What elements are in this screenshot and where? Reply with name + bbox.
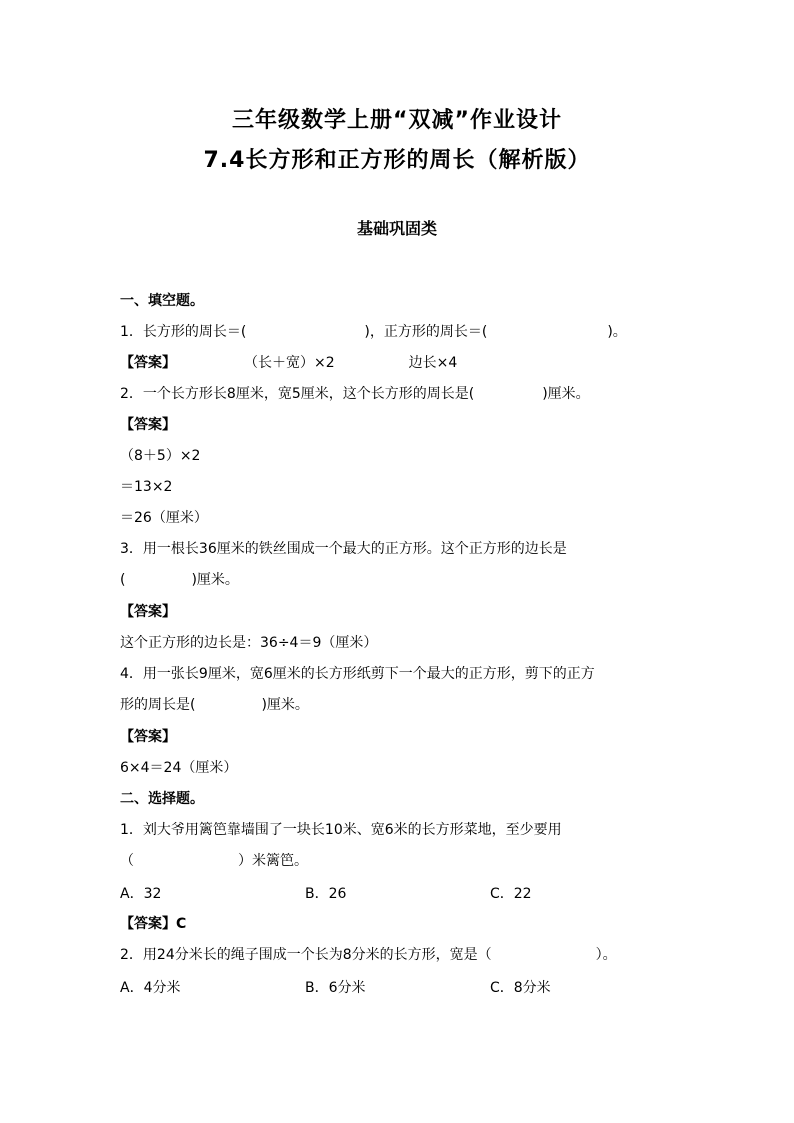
p1-q1-text-c: )。 bbox=[607, 324, 627, 340]
p2-q1-option-c: C．22 bbox=[490, 886, 532, 902]
p1-q4-text-a: 形的周长是( bbox=[120, 697, 196, 713]
p1-q1-text-b: )，正方形的周长＝( bbox=[364, 324, 488, 340]
p1-q2-step-2: ＝13×2 bbox=[120, 479, 173, 495]
doc-title-line2: 7.4长方形和正方形的周长（解析版） bbox=[203, 148, 591, 173]
p1-q2-step-3: ＝26（厘米） bbox=[120, 510, 208, 526]
p2-q1-option-a: A．32 bbox=[120, 886, 162, 902]
p1-q3-text-a: ( bbox=[120, 572, 126, 588]
p2-q1-text-line2 bbox=[120, 852, 308, 870]
doc-title-line1: 三年级数学上册“双减”作业设计 bbox=[232, 108, 562, 133]
p1-q4-text-line1: 4．用一张长9厘米，宽6厘米的长方形纸剪下一个最大的正方形，剪下的正方 bbox=[120, 666, 595, 682]
section-title: 基础巩固类 bbox=[356, 219, 437, 238]
p1-q1-answer-a: （长＋宽）×2 bbox=[244, 355, 335, 371]
p2-q1-text-b: ）米篱笆。 bbox=[238, 853, 308, 869]
part2-heading: 二、选择题。 bbox=[120, 791, 204, 807]
part1-heading: 一、填空题。 bbox=[120, 293, 204, 309]
p2-q2-text-a: 2．用24分米长的绳子围成一个长为8分米的长方形，宽是（ bbox=[120, 947, 492, 963]
p1-q4-answer: 6×4＝24（厘米） bbox=[120, 760, 238, 776]
p1-q1-text bbox=[120, 323, 627, 341]
p1-q4-text-b: )厘米。 bbox=[261, 697, 309, 713]
p2-q2-option-b: B．6分米 bbox=[305, 980, 366, 996]
p2-q1-text-line1: 1．刘大爷用篱笆靠墙围了一块长10米、宽6米的长方形菜地，至少要用 bbox=[120, 822, 562, 838]
p2-q1-option-b: B．26 bbox=[305, 886, 347, 902]
p1-q2-text-b: )厘米。 bbox=[542, 386, 590, 402]
p2-q2-text-b: ）。 bbox=[595, 947, 617, 963]
p2-q1-answer: 【答案】C bbox=[120, 916, 187, 932]
p2-q2-option-a: A．4分米 bbox=[120, 980, 181, 996]
p1-q3-text-b: )厘米。 bbox=[191, 572, 239, 588]
p1-q2-text bbox=[120, 385, 590, 403]
p2-q2-text bbox=[120, 946, 617, 964]
p1-q2-text-a: 2．一个长方形长8厘米，宽5厘米，这个长方形的周长是( bbox=[120, 386, 475, 402]
p2-q2-option-c: C．8分米 bbox=[490, 980, 551, 996]
p1-q4-answer-label: 【答案】 bbox=[120, 729, 176, 745]
p1-q3-answer: 这个正方形的边长是：36÷4＝9（厘米） bbox=[120, 635, 378, 651]
p1-q1-text-a: 1．长方形的周长＝( bbox=[120, 324, 247, 340]
p1-q3-text-line1: 3．用一根长36厘米的铁丝围成一个最大的正方形。这个正方形的边长是 bbox=[120, 541, 567, 557]
answer-label: 【答案】 bbox=[120, 355, 176, 371]
p1-q3-text-line2 bbox=[120, 571, 239, 589]
p2-q1-text-a: （ bbox=[120, 853, 134, 869]
p1-q2-step-1: （8＋5）×2 bbox=[120, 448, 201, 464]
p1-q2-answer-label: 【答案】 bbox=[120, 417, 176, 433]
p1-q1-answer-b: 边长×4 bbox=[408, 355, 458, 371]
p1-q1-answer bbox=[120, 354, 457, 372]
p1-q3-answer-label: 【答案】 bbox=[120, 604, 176, 620]
p1-q4-text-line2 bbox=[120, 696, 309, 714]
